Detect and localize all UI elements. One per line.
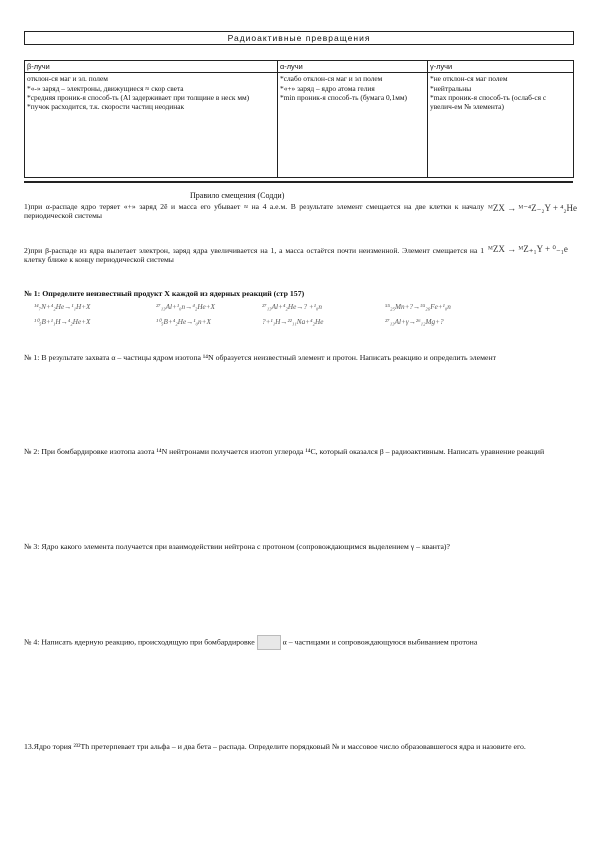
isotope-image bbox=[257, 635, 281, 650]
section-divider bbox=[24, 181, 573, 183]
gamma-line: *не отклон-ся маг полем bbox=[430, 74, 508, 84]
rule1-text: 1)при α-распаде ядро теряет «+» заряд 2ē и масса его убывает ≈ на 4 а.е.м. В результате элемент смещается на две клетки к началу периодической системы bbox=[24, 202, 484, 221]
task-0: № 1: Определите неизвестный продукт X каждой из ядерных реакций (стр 157) bbox=[24, 289, 305, 298]
task-2: № 2: При бомбардировке изотопа азота ¹⁴N нейтронами получается изотоп углерода ¹⁴C, который оказался β – радиоактивным. Написать уравнение реакций bbox=[24, 447, 545, 456]
reaction: ²⁷₁₃Al+γ→²⁶₁₂Mg+? bbox=[385, 318, 444, 326]
reaction: ¹⁰₅B+¹₁H→⁴₂He+X bbox=[34, 318, 91, 326]
reaction: ¹⁰₅B+⁴₂He→¹₀n+X bbox=[156, 318, 211, 326]
beta-line: *«-» заряд – электроны, движущиеся ≈ скор света bbox=[27, 83, 184, 93]
gamma-line: *нейтральны bbox=[430, 83, 472, 93]
alpha-line: *min проник-я способ-ть (бумага 0,1мм) bbox=[280, 92, 408, 102]
task-4 bbox=[24, 635, 573, 650]
reaction: ⁵⁵₂₅Mn+?→⁵⁵₂₆Fe+¹₀n bbox=[385, 303, 451, 311]
header-gamma: γ-лучи bbox=[428, 61, 574, 73]
alpha-line: *«+» заряд – ядро атома гелия bbox=[280, 83, 375, 93]
reaction: ²⁷₁₃Al+¹₀n→⁴₂He+X bbox=[156, 303, 215, 311]
beta-line: отклон-ся маг и эл. полем bbox=[27, 74, 108, 84]
header-alpha: α-лучи bbox=[278, 61, 428, 73]
rays-table bbox=[24, 60, 574, 178]
alpha-cell bbox=[278, 73, 428, 178]
gamma-line: *max проник-я способ-ть (ослаб-ся с увелич-ем № элемента) bbox=[430, 92, 547, 111]
rule-heading: Правило смещения (Содди) bbox=[190, 191, 285, 200]
beta-line: *средняя проник-я способ-ть (Al задерживает при толщине в неск мм) bbox=[27, 92, 250, 102]
reaction: ?+¹₁H→²²₁₁Na+⁴₂He bbox=[262, 318, 324, 326]
alpha-line: *слабо отклон-ся маг и эл полем bbox=[280, 74, 383, 84]
reaction: ²⁷₁₃Al+⁴₂He→? +¹₀n bbox=[262, 303, 322, 311]
task-3: № 3: Ядро какого элемента получается при взаимодействии нейтрона с протоном (сопровождающимся выделением γ – кванта)? bbox=[24, 542, 450, 551]
gamma-cell bbox=[428, 73, 574, 178]
task-4-part-b: α – частицами и сопровождающуюся выбиванием протона bbox=[282, 637, 478, 647]
rule2-text: 2)при β-распаде из ядра вылетает электрон, заряд ядра увеличивается на 1, а масса остаётся почти неизменной. Элемент смещается на 1 клетку ближе к концу периодической системы bbox=[24, 246, 484, 265]
task-4-part-a: № 4: Написать ядерную реакцию, происходящую при бомбардировке bbox=[24, 637, 255, 647]
task-5: 13.Ядро тория ²³²Th претерпевает три альфа – и два бета – распада. Определите порядковый № и массовое число образовавшегося ядра и назовите его. bbox=[24, 742, 526, 751]
beta-cell bbox=[25, 73, 278, 178]
rule1-formula: ᴹZX → ᴹ⁻⁴Z₋₂Y + ⁴₂He bbox=[488, 203, 578, 213]
task-1: № 1: В результате захвата α – частицы ядром изотопа ¹⁴N образуется неизвестный элемент и протон. Написать реакцию и определить элемент bbox=[24, 353, 497, 362]
header-beta: β-лучи bbox=[25, 61, 278, 73]
rule2-formula: ᴹZX → ᴹZ₊₁Y + ⁰₋₁e bbox=[488, 244, 568, 254]
beta-line: *пучок расходится, т.к. скорости частиц неодинак bbox=[27, 102, 185, 111]
page-title: Радиоактивные превращения bbox=[24, 31, 574, 45]
reaction: ¹⁴₇N+⁴₂He→¹₁H+X bbox=[34, 303, 91, 311]
